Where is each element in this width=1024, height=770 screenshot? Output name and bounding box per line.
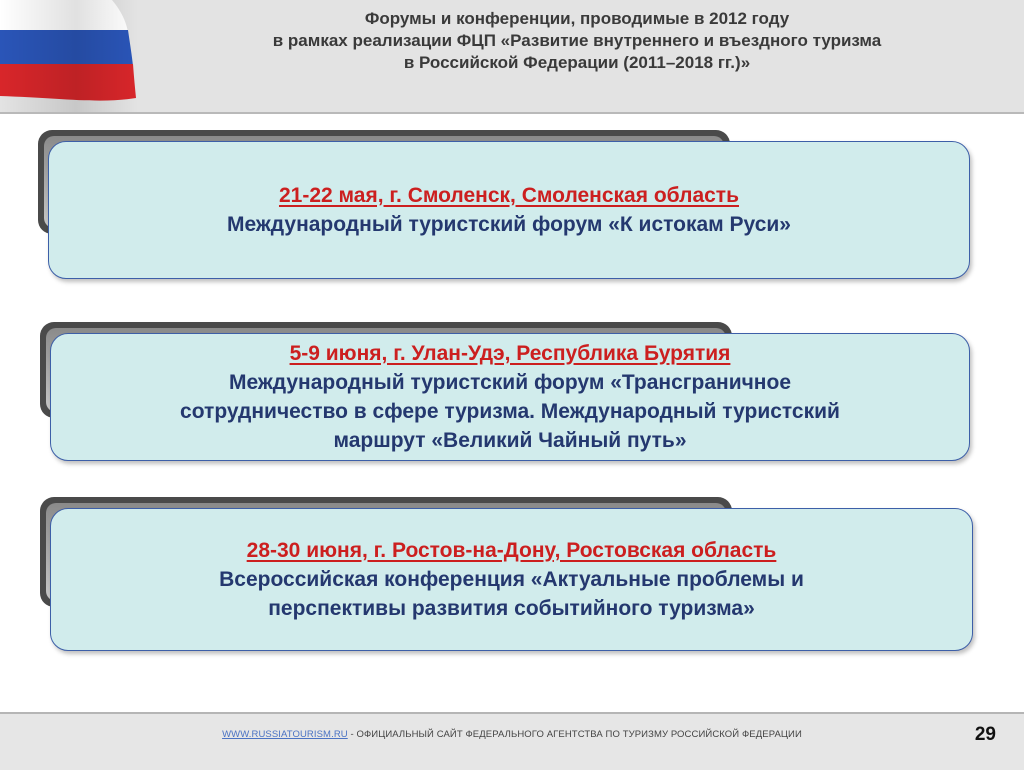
event-panel <box>50 333 970 461</box>
event-date-location: 28-30 июня, г. Ростов-на-Дону, Ростовская область <box>246 538 777 562</box>
slide-header <box>0 0 1024 114</box>
page-number: 29 <box>974 724 996 745</box>
event-description-line: Всероссийская конференция «Актуальные проблемы и <box>219 567 804 591</box>
event-panel <box>48 141 970 279</box>
event-description-line: маршрут «Великий Чайный путь» <box>333 428 687 452</box>
event-description-line: сотрудничество в сфере туризма. Международный туристский <box>180 399 840 423</box>
slide-footer <box>0 712 1024 770</box>
title-line-3: в Российской Федерации (2011–2018 гг.)» <box>403 53 751 72</box>
russian-flag-icon <box>0 0 138 112</box>
event-date-location: 5-9 июня, г. Улан-Удэ, Республика Бурятия <box>289 341 731 365</box>
event-date-location: 21-22 мая, г. Смоленск, Смоленская область <box>278 183 739 207</box>
footer-caption <box>0 729 1024 740</box>
title-line-2: в рамках реализации ФЦП «Развитие внутреннего и въездного туризма <box>272 31 882 50</box>
event-description-line: Международный туристский форум «К истокам Руси» <box>227 212 791 236</box>
title-line-1: Форумы и конференции, проводимые в 2012 году <box>364 9 790 28</box>
event-panel <box>50 508 973 651</box>
page-title <box>150 8 1004 74</box>
event-description-line: перспективы развития событийного туризма» <box>268 596 755 620</box>
website-link[interactable]: WWW.RUSSIATOURISM.RU <box>222 729 348 740</box>
footer-caption-text: - ОФИЦИАЛЬНЫЙ САЙТ ФЕДЕРАЛЬНОГО АГЕНТСТВА ПО ТУРИЗМУ РОССИЙСКОЙ ФЕДЕРАЦИИ <box>347 729 802 740</box>
event-description-line: Международный туристский форум «Трансграничное <box>228 370 792 394</box>
